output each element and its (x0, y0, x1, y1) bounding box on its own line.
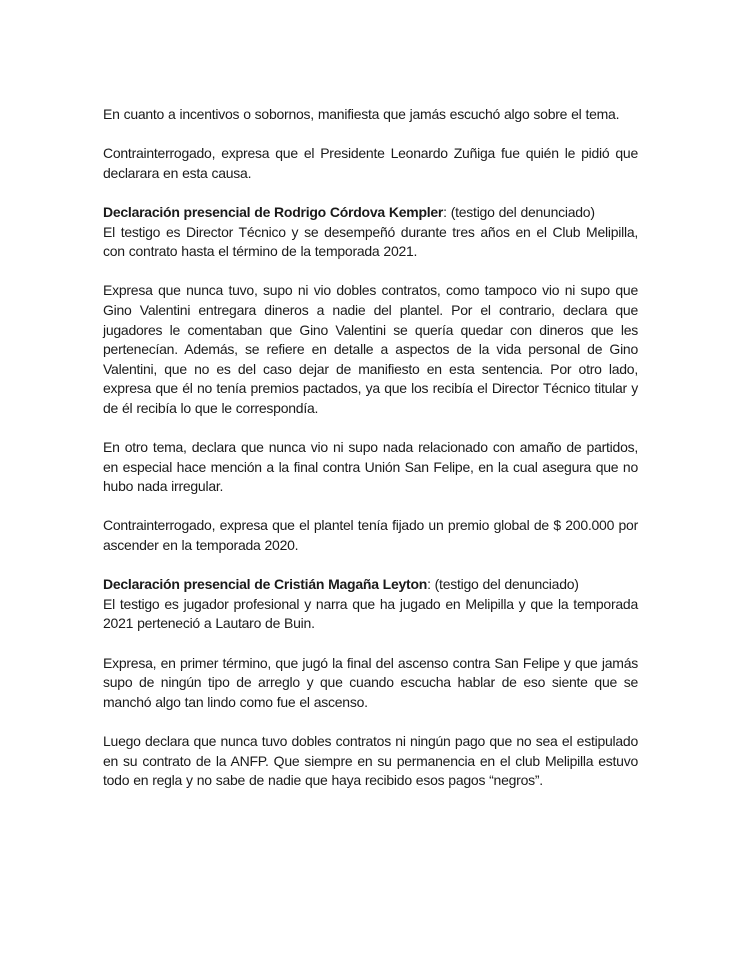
section-cristian-magana (103, 575, 638, 634)
witness-role-suffix: : (testigo del denunciado) (427, 576, 579, 593)
paragraph-incentivos: En cuanto a incentivos o sobornos, manifiesta que jamás escuchó algo sobre el tema. (103, 106, 620, 122)
witness-name-heading: Declaración presencial de Cristián Magaña Leyton (103, 576, 428, 593)
section-rodrigo-cordova (103, 203, 638, 262)
paragraph-final-ascenso: Expresa, en primer término, que jugó la final del ascenso contra San Felipe y que jamás supo de ningún tipo de arreglo y que cuando escucha hablar de eso siente que se manchó algo tan lindo como fue el ascenso. (103, 654, 638, 710)
paragraph-amano-partidos: En otro tema, declara que nunca vio ni supo nada relacionado con amaño de partidos, en especial hace mención a la final contra Unión San Felipe, en la cual asegura que no hubo nada irregular. (103, 439, 638, 495)
paragraph-dobles-contratos: Expresa que nunca tuvo, supo ni vio dobles contratos, como tampoco vio ni supo que Gino Valentini entregara dineros a nadie del plantel. Por el contrario, declara que jugadores le comentaban que Gino Valentini se quería quedar con dineros que les pertenecían. Además, se refiere en detalle a aspectos de la vida personal de Gino Valentini, que no es del caso dejar de manifiesto en esta sentencia. Por otro lado, expresa que él no tenía premios pactados, ya que los recibía el Director Técnico titular y de él recibía lo que le correspondía. (103, 282, 638, 416)
section-body: El testigo es jugador profesional y narra que ha jugado en Melipilla y que la temporada 2021 perteneció a Lautaro de Buin. (103, 595, 638, 632)
section-heading (103, 575, 638, 595)
section-heading (103, 203, 638, 223)
witness-role-suffix: : (testigo del denunciado) (443, 203, 595, 220)
paragraph-contrainterrogado-zuniga: Contrainterrogado, expresa que el Presidente Leonardo Zuñiga fue quién le pidió que declarara en esta causa. (103, 145, 638, 181)
document-page (103, 105, 638, 810)
paragraph-premio-global: Contrainterrogado, expresa que el plantel tenía fijado un premio global de $ 200.000 por ascender en la temporada 2020. (103, 517, 638, 554)
witness-name-heading: Declaración presencial de Rodrigo Córdova Kempler (103, 203, 444, 220)
section-body: El testigo es Director Técnico y se desempeñó durante tres años en el Club Melipilla, con contrato hasta el término de la temporada 2021. (103, 223, 638, 260)
paragraph-pagos-negros: Luego declara que nunca tuvo dobles contratos ni ningún pago que no sea el estipulado en su contrato de la ANFP. Que siempre en su permanencia en el club Melipilla estuvo todo en regla y no sabe de nadie que haya recibido esos pagos “negros”. (103, 733, 638, 789)
